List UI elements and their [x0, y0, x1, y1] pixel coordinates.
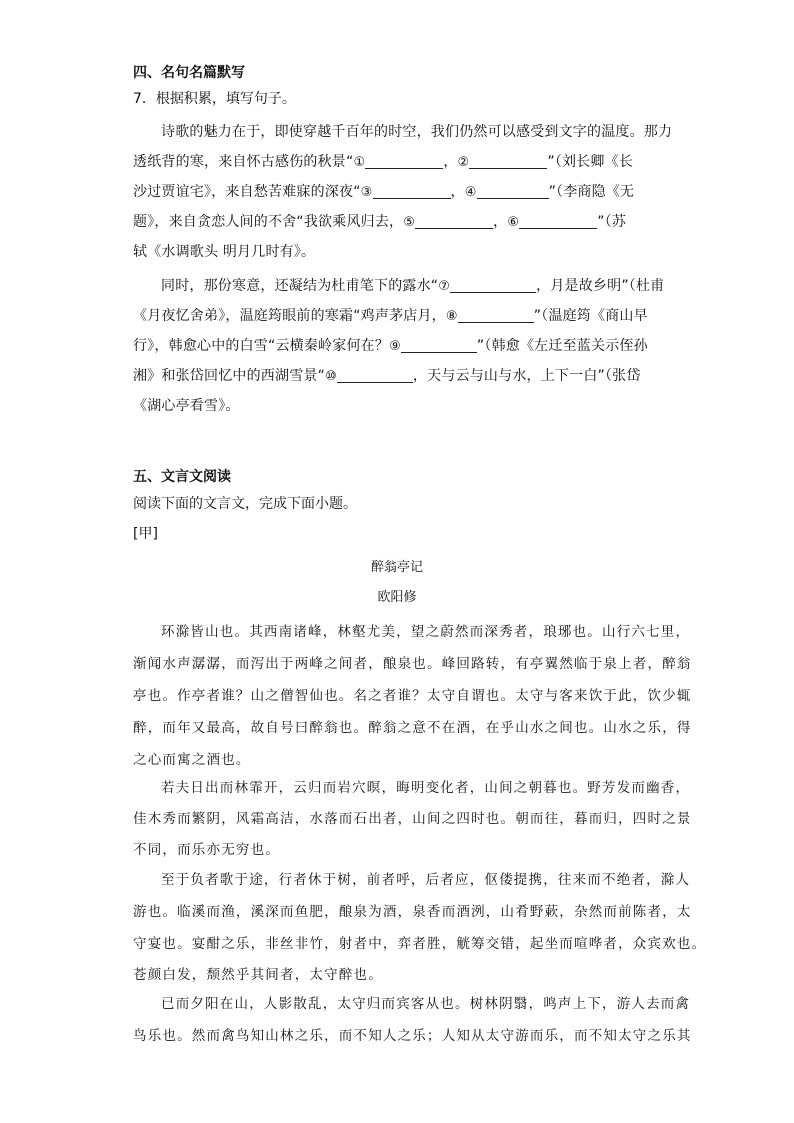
- essay-line: 之心而寓之酒也。: [133, 752, 251, 768]
- essay-line: 环滁皆山也。其西南诸峰，林壑尤美，望之蔚然而深秀者，琅琊也。山行六七里，: [161, 624, 691, 640]
- essay-line: 鸟乐也。然而禽鸟知山林之乐，而不知人之乐；人知从太守游而乐，而不知太守之乐其: [133, 1028, 692, 1044]
- blank-number: ⑤: [403, 215, 416, 230]
- blank-number: ⑥: [507, 215, 520, 230]
- essay-line: 佳木秀而繁阴，风霜高洁，水落而石出者，山间之四时也。朝而往，暮而归，四时之景: [133, 811, 692, 827]
- p1-line-2: 透纸背的寒，来自怀古感伤的秋景“① ，② ”（刘长卿《长: [133, 154, 634, 170]
- essay-line: 醉，而年又最高，故自号曰醉翁也。醉翁之意不在酒，在乎山水之间也。山水之乐，得: [133, 720, 692, 736]
- essay-author: 欧阳修: [377, 590, 417, 605]
- blank-number: ①: [353, 155, 366, 170]
- p2-line-4: 湘》和张岱回忆中的西湖雪景“⑩ ，天与云与山与水，上下一白”（张岱: [133, 368, 641, 384]
- p2-line-3: 行》，韩愈心中的白雪“云横秦岭家何在？⑨ ”（韩愈《左迁至蓝关示侄孙: [133, 338, 648, 354]
- answer-blank[interactable]: [401, 338, 477, 353]
- answer-blank[interactable]: [450, 278, 536, 293]
- essay-title: 醉翁亭记: [370, 560, 423, 575]
- section-5-title: 五、文言文阅读: [133, 469, 231, 485]
- passage-label: [甲]: [133, 526, 158, 542]
- section-4-title: 四、名句名篇默写: [133, 65, 245, 81]
- answer-blank[interactable]: [373, 184, 451, 199]
- section-5-instruction: 阅读下面的文言文，完成下面小题。: [133, 496, 357, 512]
- answer-blank[interactable]: [415, 214, 493, 229]
- p2-line-5: 《湖心亭看雪》。: [133, 398, 240, 414]
- p1-line-3: 沙过贾谊宅》，来自愁苦难寐的深夜“③ ，④ ”（李商隐《无: [133, 184, 635, 200]
- p2-line-1: 同时，那份寒意，还凝结为杜甫笔下的露水“⑦ ，月是故乡明”（杜甫: [161, 278, 665, 294]
- blank-number: ⑦: [438, 279, 451, 294]
- answer-blank[interactable]: [337, 368, 413, 383]
- answer-blank[interactable]: [365, 154, 443, 169]
- answer-blank[interactable]: [458, 308, 534, 323]
- blank-number: ②: [457, 155, 470, 170]
- essay-line: 游也。临溪而渔，溪深而鱼肥，酿泉为酒，泉香而酒洌，山肴野蔌，杂然而前陈者，太: [133, 904, 692, 920]
- blank-number: ③: [360, 185, 373, 200]
- essay-line: 若夫日出而林霏开，云归而岩穴暝，晦明变化者，山间之朝暮也。野芳发而幽香，: [161, 780, 691, 796]
- answer-blank[interactable]: [469, 154, 547, 169]
- blank-number: ⑩: [325, 369, 337, 384]
- answer-blank[interactable]: [519, 214, 597, 229]
- blank-number: ⑧: [445, 309, 458, 324]
- essay-line: 至于负者歌于途，行者休于树，前者呼，后者应，伛偻提携，往来而不绝者，滁人: [161, 872, 691, 888]
- essay-line: 渐闻水声潺潺，而泻出于两峰之间者，酿泉也。峰回路转，有亭翼然临于泉上者，醉翁: [133, 656, 692, 672]
- p1-line-5: 轼《水调歌头 明月几时有》。: [133, 244, 316, 260]
- question-7: 7．根据积累，填写句子。: [133, 91, 296, 107]
- essay-line: 守宴也。宴酣之乐，非丝非竹，射者中，弈者胜，觥筹交错，起坐而喧哗者，众宾欢也。: [133, 936, 707, 952]
- essay-line: 不同，而乐亦无穷也。: [133, 842, 280, 858]
- p1-line-4: 题》，来自贪恋人间的不舍“我欲乘风归去，⑤ ，⑥ ”（苏: [133, 214, 627, 230]
- essay-line: 苍颜白发，颓然乎其间者，太守醉也。: [133, 967, 383, 983]
- p2-line-2: 《月夜忆舍弟》，温庭筠眼前的寒霜“鸡声茅店月，⑧ ”（温庭筠《商山早: [133, 308, 648, 324]
- answer-blank[interactable]: [477, 184, 549, 199]
- p1-line-1: 诗歌的魅力在于，即使穿越千百年的时空，我们仍然可以感受到文字的温度。那力: [161, 124, 673, 140]
- essay-line: 亭也。作亭者谁？山之僧智仙也。名之者谁？太守自谓也。太守与客来饮于此，饮少辄: [133, 688, 692, 704]
- essay-line: 已而夕阳在山，人影散乱，太守归而宾客从也。树林阴翳，鸣声上下，游人去而禽: [161, 996, 691, 1012]
- blank-number: ⑨: [389, 339, 401, 354]
- blank-number: ④: [464, 185, 477, 200]
